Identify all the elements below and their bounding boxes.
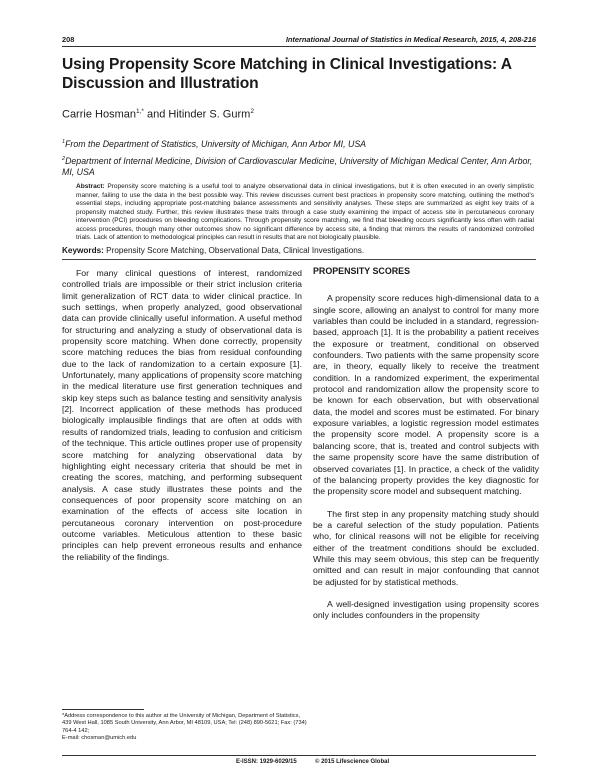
keywords-label: Keywords: bbox=[62, 246, 104, 255]
body-paragraph: For many clinical questions of interest, randomized controlled trials are impossible or their strict inclusion criteria limit generalization of RCT data to wider clinical practice. In such settings, when properly analyzed, good observational data can provide clinically useful information. A useful method for structuring and analyzing a study of observational data is propensity score matching. When done correctly, propensity score matching reduces the bias from residual confounding due to the lack of randomization to a certain exposure [1]. Unfortunately, many applications of propensity score matching in the medical literature use first generation techniques and skip key steps such as balance testing and sensitivity analysis [2]. Incorrect application of these methods has produced biologically implausible findings that are often at odds with results of randomized trials, leading to confusion and criticism of the technique. This article outlines proper use of propensity score matching for analyzing observational data by highlighting eight necessary criteria that should be met in creating the scores, matching, and performing subsequent analysis. A case study illustrates these points and the consequences of poor propensity score matching on an examination of the effects of access site location in percutaneous coronary intervention on post-procedure outcome variables. Meticulous attention to these basic principles can help prevent erroneous results and enhance the reliability of the findings. bbox=[62, 268, 302, 562]
body-paragraph: A propensity score reduces high-dimensional data to a single score, allowing an analyst to control for many more variables than could be included in a standard, regression-based, approach [1]. It is the probability a patient receives the exposure or treatment, conditional on observed confounders. Two patients with the same propensity score are, in theory, equally likely to receive the treatment condition. In a randomized experiment, the experimental protocol and randomization allow the propensity score to be known for each observation, but with observational data, the model and scores must be estimated. For binary exposure variables, a logistic regression model estimates the propensity score model. A propensity score is a balancing score, that is, treated and control subjects with the same propensity score have the same distribution of observed covariates [1]. In practice, a check of the validity of the balancing property provides the key diagnostic for the propensity score model and subsequent matching. bbox=[313, 293, 539, 497]
affiliation-text: From the Department of Statistics, University of Michigan, Ann Arbor MI, USA bbox=[65, 138, 367, 149]
keywords-text: Propensity Score Matching, Observational Data, Clinical Investigations. bbox=[106, 246, 365, 255]
keywords bbox=[62, 246, 364, 255]
footnote-text: *Address correspondence to this author at the University of Michigan, Department of Statistics, 439 West Hall, 1085 South University, Ann Arbor, MI 48109, USA; Tel: (248) 890-5621; Fax: (734) 764-4 142; bbox=[62, 713, 307, 734]
footnote-email: E-mail: chosman@umich.edu bbox=[62, 734, 137, 741]
footer-divider bbox=[62, 755, 536, 756]
affiliation-mark: 1 bbox=[62, 139, 66, 145]
author-name: Carrie Hosman bbox=[62, 108, 136, 121]
footnote-divider bbox=[62, 709, 144, 710]
correspondence-footnote bbox=[62, 713, 307, 742]
right-column bbox=[313, 266, 539, 633]
affiliation-text: Department of Internal Medicine, Division of Cardiovascular Medicine, University of Michigan Medical Center, Ann Arbor, MI, USA bbox=[62, 155, 533, 178]
abstract-text: Propensity score matching is a useful tool to analyze observational data in clinical investigations, but it is often executed in an overly simplistic manner, failing to use the data in the best possible way. This review discusses current best practices in propensity score matching, outlining the method's essential steps, including appropriate post-matching balance assessments and sensitivity analyses. These steps are summarized as eight key traits of a propensity matched study. Further, this review illustrates these traits through a case study examining the impact of access site in percutaneous coronary intervention (PCI) procedures on bleeding complications. Through propensity score matching, we find that bleeding occurs significantly less often with radial access procedures, though many other outcomes show no significant difference by access site, a finding that mirrors the results of randomized controlled trials. Lack of attention to methodological principles can result in results that are not biologically plausible. bbox=[76, 183, 534, 242]
affiliation-1 bbox=[62, 137, 537, 150]
body-paragraph: The first step in any propensity matching study should be a careful selection of the study population. Patients who, for clinical reasons will not be eligible for receiving either of the treatment conditions should be excluded. While this may seem obvious, this step can be frequently omitted and can result in major confounding that cannot be adjusted for by statistical methods. bbox=[313, 508, 539, 587]
body-paragraph: A well-designed investigation using propensity scores only includes confounders in the propensity bbox=[313, 598, 539, 621]
journal-citation: International Journal of Statistics in Medical Research, 2015, 4, 208-216 bbox=[285, 35, 536, 44]
issn-label: E-ISSN: 1929-6029/15 bbox=[236, 759, 297, 765]
copyright-label: © 2015 Lifescience Global bbox=[315, 759, 390, 765]
affiliation-mark: 2 bbox=[62, 156, 66, 162]
author-line bbox=[62, 108, 254, 121]
page-number: 208 bbox=[62, 35, 75, 44]
article-title: Using Propensity Score Matching in Clinical Investigations: A Discussion and Illustration bbox=[62, 56, 512, 92]
left-column bbox=[62, 268, 302, 563]
author-joiner: and bbox=[143, 108, 169, 121]
author-affiliation-mark: 1,* bbox=[135, 108, 144, 115]
header-divider bbox=[62, 46, 536, 47]
section-heading: PROPENSITY SCORES bbox=[313, 266, 410, 276]
author-name: Hitinder S. Gurm bbox=[168, 108, 251, 121]
author-affiliation-mark: 2 bbox=[250, 108, 254, 115]
abstract bbox=[76, 183, 534, 243]
abstract-label: Abstract: bbox=[76, 183, 105, 190]
affiliation-2 bbox=[62, 154, 537, 179]
keywords-divider bbox=[62, 259, 536, 260]
